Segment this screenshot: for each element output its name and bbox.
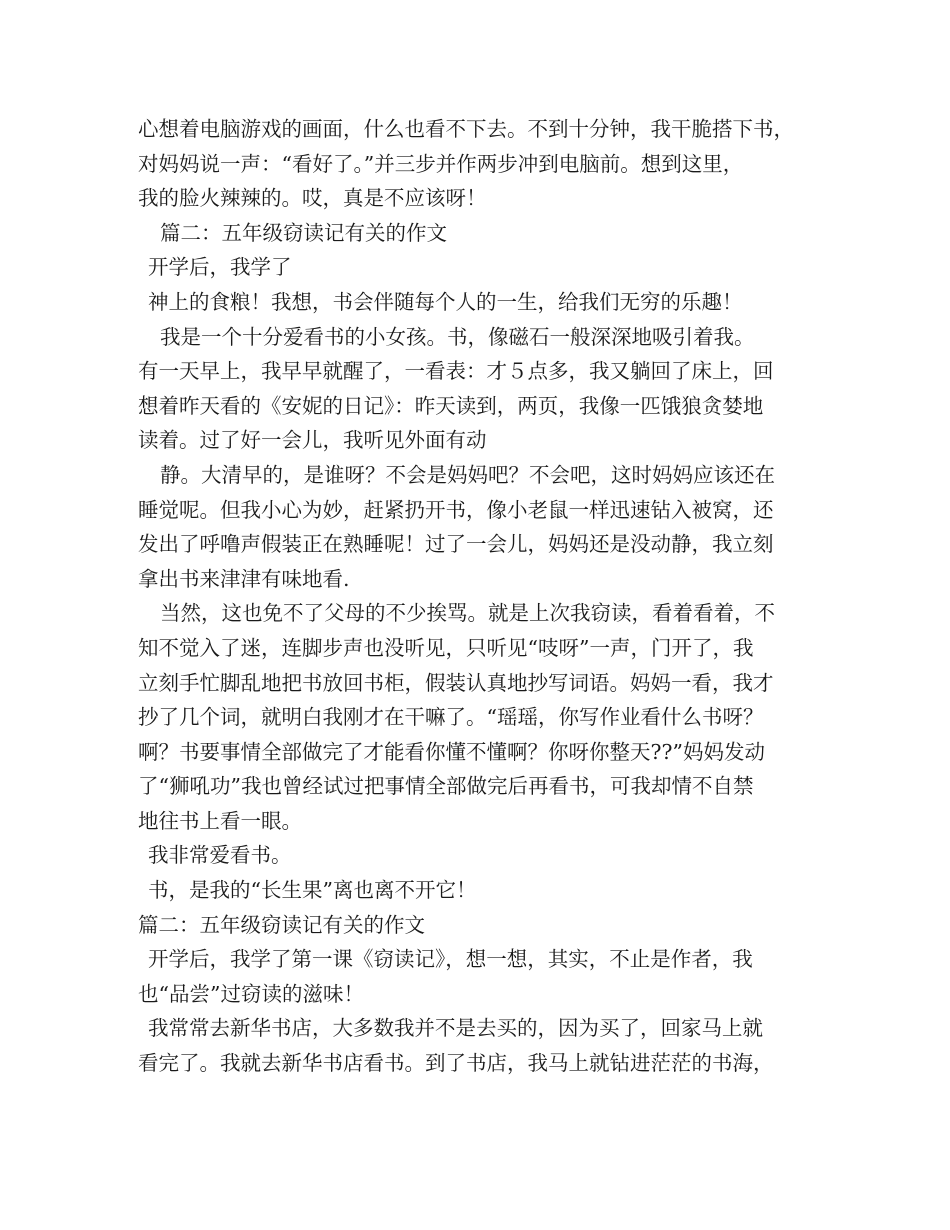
section-heading: 篇二：五年级窃读记有关的作文 [138,912,425,937]
text-line: 抄了几个词，就明白我刚才在干嘛了。“瑶瑶，你写作业看什么书呀？ [138,705,764,730]
text-line: 书，是我的“长生果”离也离不开它！ [148,878,477,903]
text-line: 开学后，我学了 [148,255,292,280]
text-line: 地往书上看一眼。 [138,808,302,833]
text-line: 啊？书要事情全部做完了才能看你懂不懂啊？你呀你整天??”妈妈发动 [138,739,765,764]
text-line: 睡觉呢。但我小心为妙，赶紧扔开书，像小老鼠一样迅速钻入被窝，还 [138,497,774,522]
text-line: 心想着电脑游戏的画面，什么也看不下去。不到十分钟，我干脆搭下书， [138,117,794,141]
text-line: 有一天早上，我早早就醒了，一看表：才５点多，我又躺回了床上，回 [138,359,774,384]
text-line: 当然，这也免不了父母的不少挨骂。就是上次我窃读，看着看着，不 [160,601,775,626]
text-line: 我非常爱看书。 [148,843,292,868]
text-line: 读着。过了好一会儿，我听见外面有动 [138,428,487,453]
section-heading: 篇二：五年级窃读记有关的作文 [160,220,447,245]
text-line: 我的脸火辣辣的。哎，真是不应该呀！ [138,186,487,211]
text-line: 神上的食粮！我想，书会伴随每个人的一生，给我们无穷的乐趣！ [148,289,743,314]
text-line: 开学后，我学了第一课《窃读记》，想一想，其实，不止是作者，我 [148,947,753,972]
text-line: 也“品尝”过窃读的滋味！ [138,981,364,1006]
text-line: 发出了呼噜声假装正在熟睡呢！过了一会儿，妈妈还是没动静，我立刻 [138,532,774,557]
document-body [138,112,828,1081]
text-line: 了“狮吼功”我也曾经试过把事情全部做完后再看书，可我却情不自禁 [138,774,754,799]
text-line: 想着昨天看的《安妮的日记》：昨天读到，两页，我像一匹饿狼贪婪地 [138,393,764,418]
text-line: 对妈妈说一声：“看好了。”并三步并作两步冲到电脑前。想到这里， [138,151,744,176]
text-line: 看完了。我就去新华书店看书。到了书店，我马上就钻进茫茫的书海， [138,1051,774,1076]
text-line: 拿出书来津津有味地看. [138,566,350,591]
text-line: 知不觉入了迷，连脚步声也没听见，只听见“吱呀”一声，门开了，我 [138,635,754,660]
text-line: 我常常去新华书店，大多数我并不是去买的，因为买了，回家马上就 [148,1016,763,1041]
text-line: 我是一个十分爱看书的小女孩。书，像磁石一般深深地吸引着我。 [160,324,755,349]
text-line: 立刻手忙脚乱地把书放回书柜，假装认真地抄写词语。妈妈一看，我才 [138,670,774,695]
text-line: 静。大清早的，是谁呀？不会是妈妈吧？不会吧，这时妈妈应该还在 [160,462,775,487]
